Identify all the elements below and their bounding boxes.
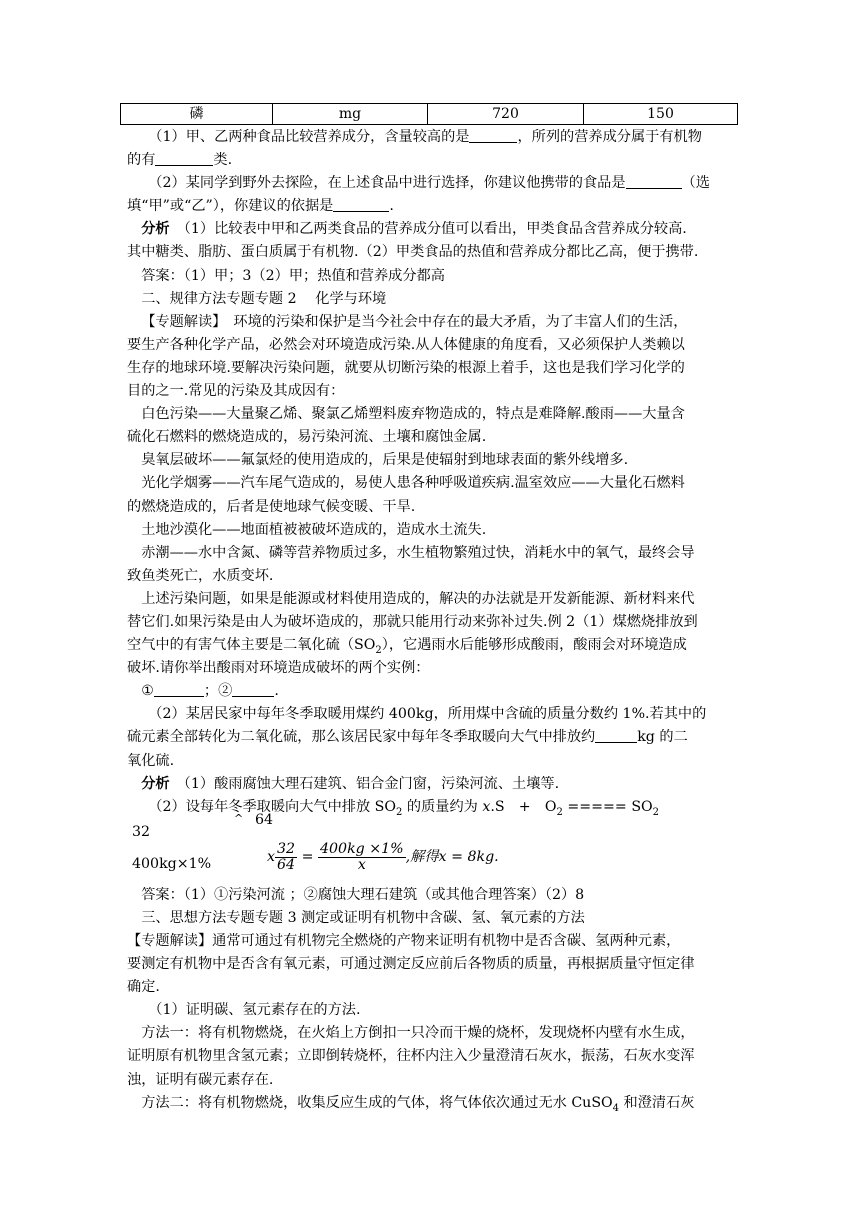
example-2-q2-line-2: 硫元素全部转化为二氧化硫，那么该居民家中每年冬季取暖向大气中排放约 kg 的二 [127,729,688,746]
section-2-para-1-line-3: 生存的地球环境.要解决污染问题，就要从切断污染的根源上着手，这也是我们学习化学的 [127,359,685,376]
analysis-2-line-1: 分析 （1）酸雨腐蚀大理石建筑、铝合金门窗，污染河流、土壤等. [141,775,560,792]
molar-mass-row [127,811,739,842]
caret-mark: ^ [234,811,244,825]
section-2-title: 二、规律方法专题专题 2 化学与环境 [141,290,387,307]
proportion-row [127,842,739,884]
example-2-q2-line-3: 氧化硫. [127,752,175,769]
section-2-para-1-line-1: 【专题解读】 环境的污染和保护是当今社会中存在的最大矛盾，为了丰富人们的生活， [141,313,688,330]
section-2-para-7-line-4: 破坏.请你举出酸雨对环境造成破坏的两个实例： [127,660,430,677]
section-3-para-1-line-2: 要测定有机物中是否含有氧元素，可通过测定反应前后各物质的质量，再根据质量守恒定律 [127,956,695,973]
method-1-line-2: 证明原有机物里含氢元素；立即倒转烧杯，往杯内注入少量澄清石灰水，振荡，石灰水变浑 [127,1048,695,1065]
table-cell-jia: 720 [428,104,584,125]
sulfur-mass: 400kg×1% [132,855,212,872]
document-body [127,126,739,1115]
section-2-para-2-line-1: 白色污染——大量聚乙烯、聚氯乙烯塑料废弃物造成的，特点是难降解.酸雨——大量含 [141,406,685,423]
section-2-para-2-line-2: 硫化石燃料的燃烧造成的，易污染河流、土壤和腐蚀金属. [127,429,487,446]
section-2-para-6-line-2: 致鱼类死亡，水质变坏. [127,567,274,584]
analysis-1-line-2: 其中糖类、脂肪、蛋白质属于有机物.（2）甲类食品的热值和营养成分都比乙高，便于携带. [127,244,699,261]
section-2-para-1-line-4: 目的之一.常见的污染及其成因有： [127,383,345,400]
question-2-line-2: 填“甲”或“乙”），你建议的依据是 . [127,198,394,215]
question-1-line-1: （1）甲、乙两种食品比较营养成分，含量较高的是 ，所列的营养成分属于有机物 [148,129,702,145]
section-2-para-3: 臭氧层破坏——氟氯烃的使用造成的，后果是使辐射到地球表面的紫外线增多. [141,452,629,469]
answer-blank [154,682,204,697]
proportion-equation: x $\frac{32}{64}$ = $\frac{400kg \times 1\%}{x}$ ,解得x = 8kg. [267,840,499,873]
answer-blank [595,728,637,743]
table-cell-yi: 150 [584,104,738,125]
section-3-para-1-line-3: 确定. [127,979,160,996]
section-2-para-4-line-1: 光化学烟雾——汽车尾气造成的，易使人患各种呼吸道疾病.温室效应——大量化石燃料 [141,475,685,492]
answer-2: 答案：（1）①污染河流 ；②腐蚀大理石建筑（或其他合理答案）（2）8 [141,886,585,903]
example-2-blanks: ① ；② . [141,683,279,700]
answer-blank [333,197,389,212]
method-2-line-1: 方法二：将有机物燃烧，收集反应生成的气体，将气体依次通过无水 CuSO$_4$ 和澄清石灰 [141,1094,695,1114]
answer-1: 答案：（1）甲；3（2）甲；热值和营养成分都高 [141,267,445,284]
table-cell-unit: mg [273,104,428,125]
question-1-line-2: 的有 类. [127,152,233,169]
section-2-para-1-line-2: 要生产各种化学产品，必然会对环境造成污染.从人体健康的角度看，又必须保护人类赖以 [127,336,685,353]
table-cell-nutrient: 磷 [121,104,273,125]
answer-blank [155,151,213,166]
mass-32: 32 [132,823,151,840]
section-2-para-7-line-3: 空气中的有害气体主要是二氧化硫$(SO_2)$，它遇雨水后能够形成酸雨，酸雨会对环境造成 [127,637,687,656]
example-2-q2-line-1: （2）某居民家中每年冬季取暖用煤约 400kg，所用煤中含硫的质量分数约 1%.若其中的 [148,706,707,723]
section-2-para-6-line-1: 赤潮——水中含氮、磷等营养物质过多，水生植物繁殖过快，消耗水中的氧气，最终会导 [141,544,695,561]
fraction-32-64: $\frac{32}{64}$ [277,840,296,873]
answer-blank [469,128,517,143]
section-2-para-4-line-2: 的燃烧造成的，后者是使地球气候变暖、干旱. [127,498,416,515]
mass-64: 64 [255,811,274,828]
section-2-para-7-line-2: 替它们.如果污染是由人为破坏造成的，那就只能用行动来弥补过失.例 2（1）煤燃烧排放到 [127,613,698,630]
method-1-line-1: 方法一：将有机物燃烧，在火焰上方倒扣一只冷而干燥的烧杯，发现烧杯内壁有水生成， [141,1025,695,1042]
nutrition-table [120,103,738,125]
answer-blank [232,682,274,697]
table-row [121,104,738,125]
fraction-400kg: $\frac{400kg \times 1\%}{x}$ [320,840,404,873]
analysis-2-equation-line: （2）设每年冬季取暖向大气中排放 $SO_2$ 的质量约为 x.S + $O_2$ ===== $SO_2$ [148,798,660,818]
section-3-heading-1: （1）证明碳、氢元素存在的方法. [148,1002,361,1019]
section-3-para-1-line-1: 【专题解读】通常可通过有机物完全燃烧的产物来证明有机物中是否含碳、氢两种元素， [127,933,681,949]
section-2-para-7-line-1: 上述污染问题，如果是能源或材料使用造成的，解决的办法就是开发新能源、新材料来代 [141,590,695,607]
question-2-line-1: （2）某同学到野外去探险，在上述食品中进行选择，你建议他携带的食品是 （选 [148,175,710,192]
answer-blank [626,174,682,189]
method-1-line-3: 浊，证明有碳元素存在. [127,1071,274,1088]
section-3-title: 三、思想方法专题专题 3 测定或证明有机物中含碳、氢、氧元素的方法 [141,909,585,926]
analysis-1-line-1: 分析 （1）比较表中甲和乙两类食品的营养成分值可以看出，甲类食品含营养成分较高. [141,221,687,238]
section-2-para-5: 土地沙漠化——地面植被被破坏造成的，造成水土流失. [141,521,487,538]
